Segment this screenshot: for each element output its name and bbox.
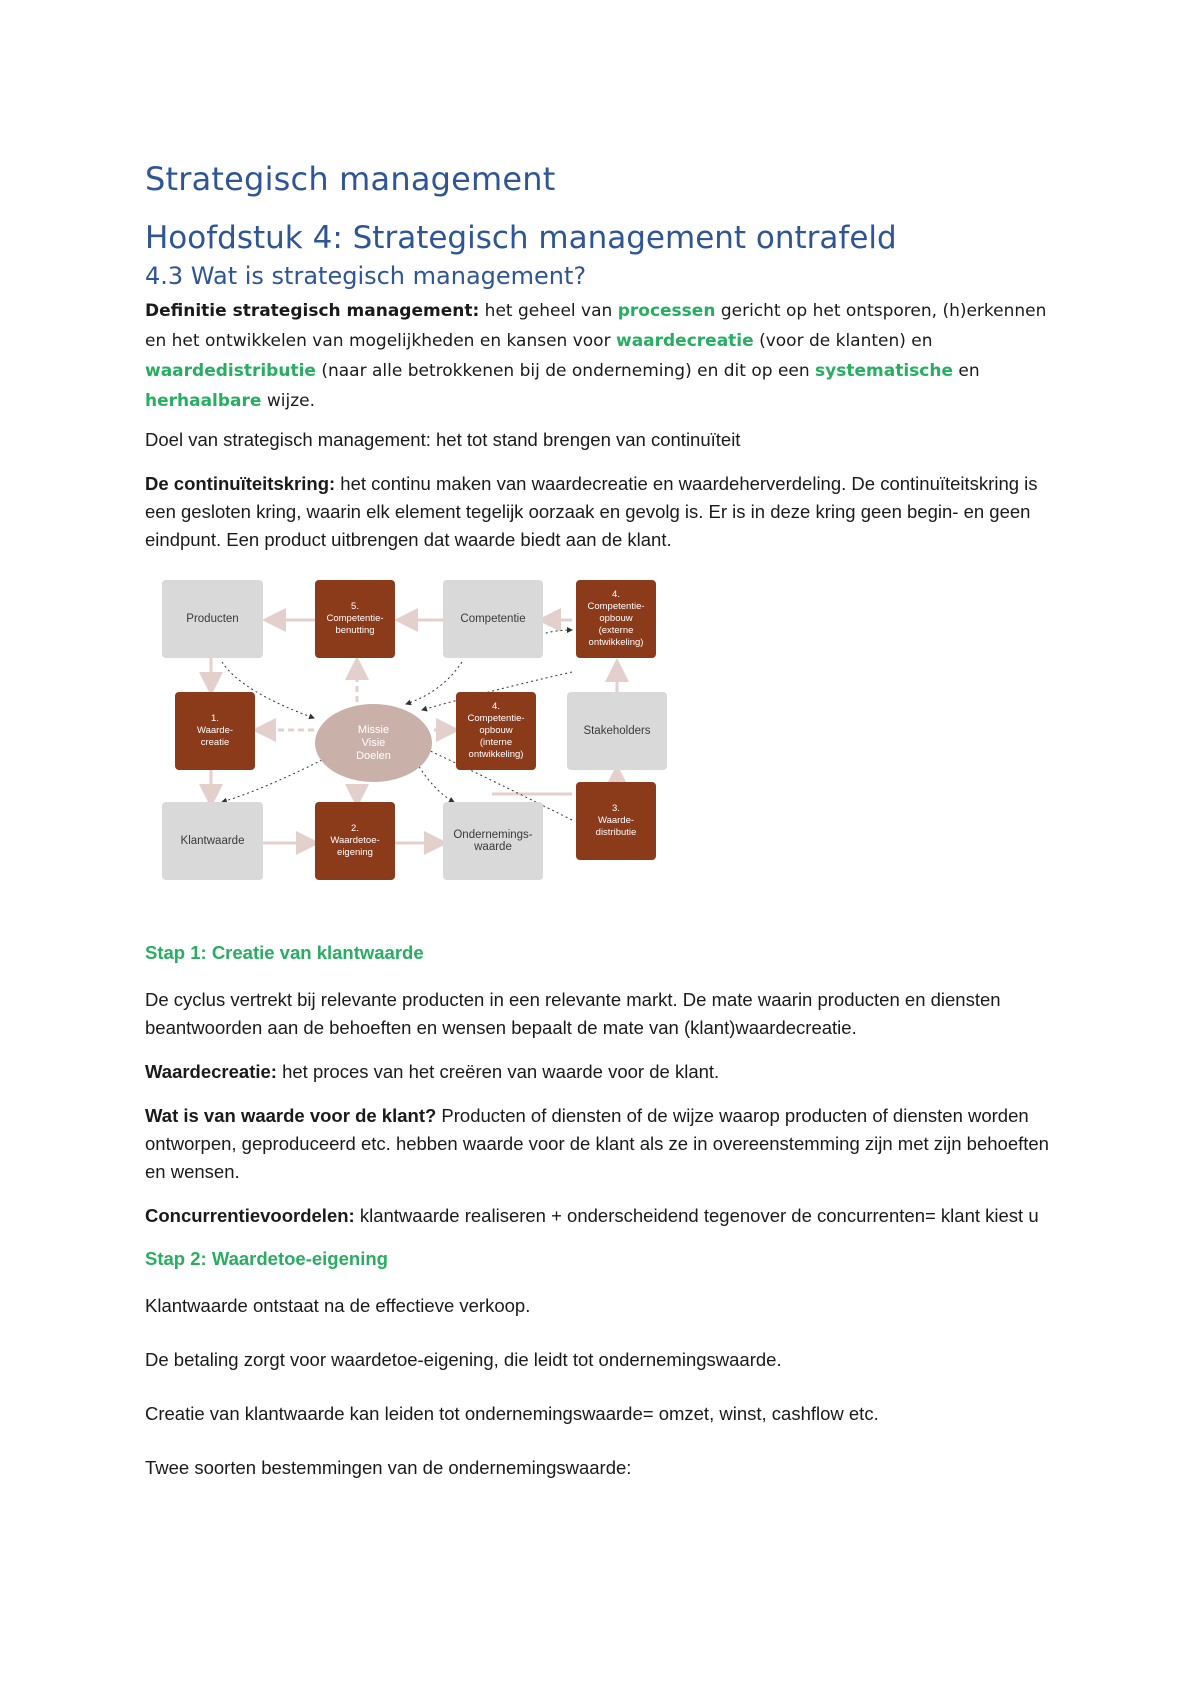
definition-text: (naar alle betrokkenen bij de onderneming) en dit op een: [315, 361, 816, 381]
waardecreatie-text: het proces van het creëren van waarde voor de klant.: [276, 1061, 720, 1082]
oval-missie-visie-doelen: Missie Visie Doelen: [315, 704, 432, 782]
step2-paragraph-4: Twee soorten bestemmingen van de ondernemingswaarde:: [145, 1457, 632, 1478]
step1-paragraph-3: [145, 1102, 1065, 1186]
definition-term: Definitie strategisch management:: [145, 301, 480, 321]
box-stakeholders: Stakeholders: [567, 692, 667, 770]
box-ondernemingswaarde: Ondernemings- waarde: [443, 802, 543, 880]
step2-paragraph-2: De betaling zorgt voor waardetoe-eigening, die leidt tot ondernemingswaarde.: [145, 1349, 782, 1370]
box-competentieopbouw-extern: 4. Competentie- opbouw (externe ontwikkeling): [576, 580, 656, 658]
kring-paragraph: [145, 470, 1065, 554]
box-competentie: Competentie: [443, 580, 543, 658]
step1-heading: Stap 1: Creatie van klantwaarde: [145, 942, 424, 963]
step1-paragraph-2: [145, 1058, 1065, 1086]
keyword-systematische: systematische: [815, 361, 953, 381]
step2-paragraph-3: Creatie van klantwaarde kan leiden tot ondernemingswaarde= omzet, winst, cashflow etc.: [145, 1403, 879, 1424]
waarde-klant-term: Wat is van waarde voor de klant?: [145, 1105, 437, 1126]
box-waardetoe-eigening: 2. Waardetoe- eigening: [315, 802, 395, 880]
definition-text: en: [953, 361, 980, 381]
definition-text: (voor de klanten) en: [753, 331, 933, 351]
keyword-waardedistributie: waardedistributie: [145, 361, 316, 381]
doel-paragraph: Doel van strategisch management: het tot stand brengen van continuïteit: [145, 429, 741, 450]
box-producten: Producten: [162, 580, 263, 658]
box-waardecreatie: 1. Waarde- creatie: [175, 692, 255, 770]
kring-term: De continuïteitskring:: [145, 473, 336, 494]
concurrentievoordelen-term: Concurrentievoordelen:: [145, 1205, 355, 1226]
dotted-arrow-competentie-missie: [406, 662, 462, 704]
box-competentieopbouw-intern: 4. Competentie- opbouw (interne ontwikkeling): [456, 692, 536, 770]
definition-text: gericht op het ontsporen, (h)erkennen en het ontwikkelen van mogelijkheden en kansen voor: [145, 301, 1047, 351]
chapter-heading: Hoofdstuk 4: Strategisch management ontrafeld: [145, 220, 897, 256]
keyword-waardecreatie: waardecreatie: [615, 331, 754, 351]
kring-text: het continu maken van waardecreatie en waardeherverdeling. De continuïteitskring is een gesloten kring, waarin elk element tegelijk oorzaak en gevolg is. Er is in deze kring geen begin- en geen eindpunt. Een product uitbrengen dat waarde biedt aan de klant.: [145, 473, 1038, 550]
waarde-klant-text: Producten of diensten of de wijze waarop producten of diensten worden ontworpen, geproduceerd etc. hebben waarde voor de klant als ze in overeenstemming zijn met zijn behoeften en wensen.: [145, 1105, 1049, 1182]
definition-text: het geheel van: [479, 301, 618, 321]
step2-paragraph-1: Klantwaarde ontstaat na de effectieve verkoop.: [145, 1295, 531, 1316]
document-content: [145, 160, 1065, 1498]
waardecreatie-term: Waardecreatie:: [145, 1061, 277, 1082]
keyword-herhaalbare: herhaalbare: [145, 391, 262, 411]
definition-text: wijze.: [261, 391, 315, 411]
continuity-circle-diagram: [162, 580, 707, 912]
document-title: Strategisch management: [145, 160, 556, 198]
step1-paragraph-4: [145, 1202, 1065, 1230]
definition-paragraph: [145, 296, 1065, 416]
step2-heading: Stap 2: Waardetoe-eigening: [145, 1248, 388, 1269]
box-competentiebenutting: 5. Competentie- benutting: [315, 580, 395, 658]
step1-paragraph-1: De cyclus vertrekt bij relevante producten in een relevante markt. De mate waarin producten en diensten beantwoorden aan de behoeften en wensen bepaalt de mate van (klant)waardecreatie.: [145, 989, 1001, 1038]
box-klantwaarde: Klantwaarde: [162, 802, 263, 880]
keyword-processen: processen: [617, 301, 716, 321]
box-waardedistributie: 3. Waarde- distributie: [576, 782, 656, 860]
concurrentievoordelen-text: klantwaarde realiseren + onderscheidend tegenover de concurrenten= klant kiest u: [354, 1205, 1039, 1226]
section-heading: 4.3 Wat is strategisch management?: [145, 262, 587, 290]
